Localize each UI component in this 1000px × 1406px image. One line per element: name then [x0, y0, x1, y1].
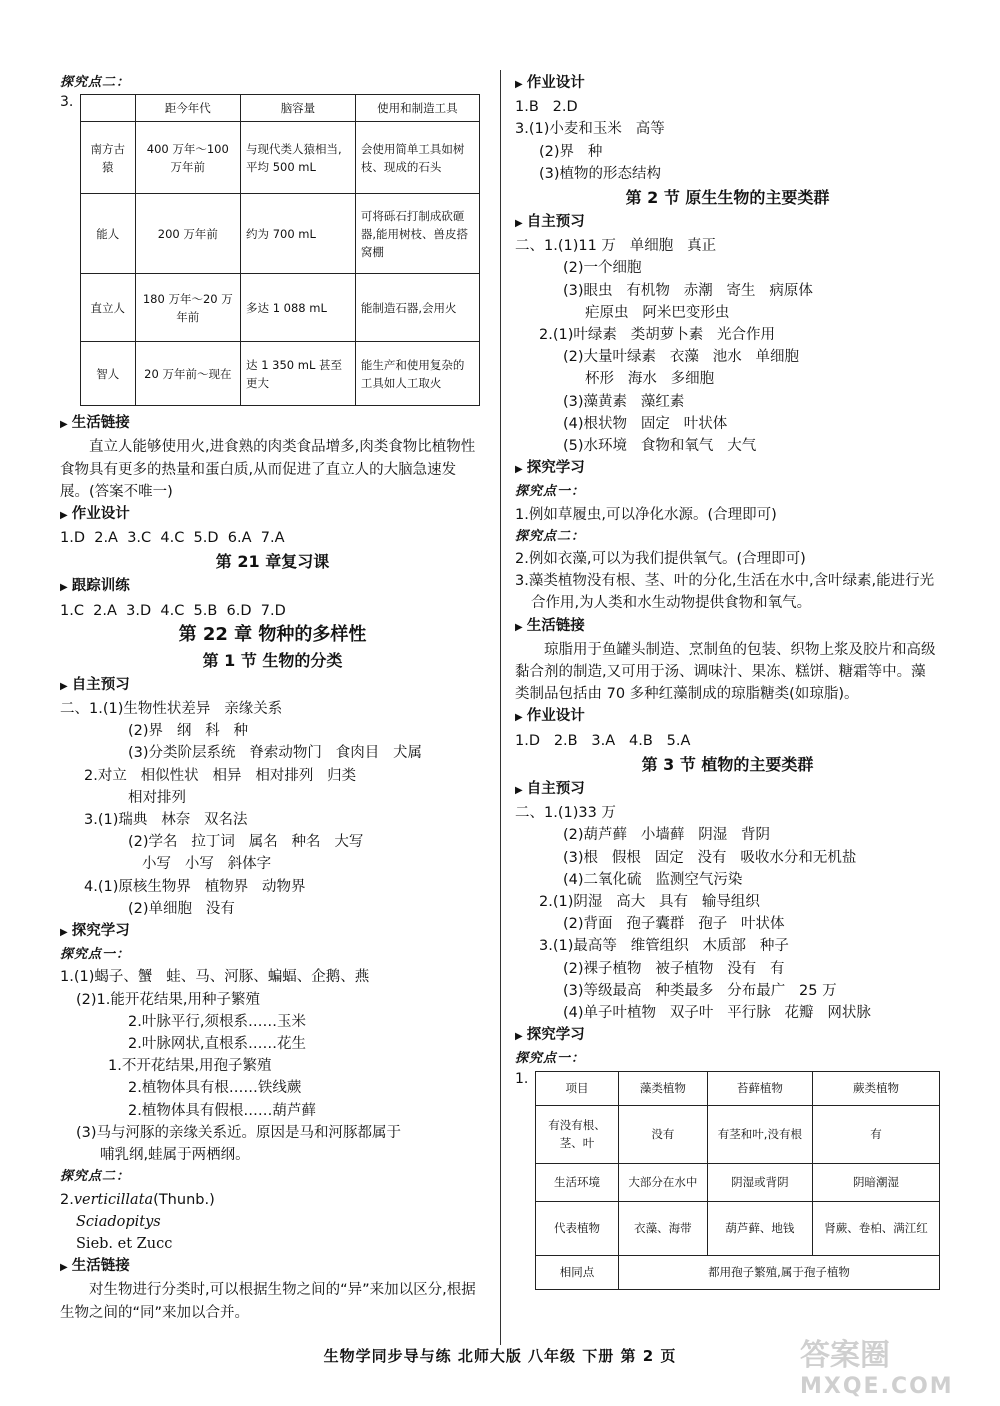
table-row	[81, 122, 480, 194]
table-cell: 肾蕨、卷柏、满江红	[813, 1201, 940, 1255]
life-link-heading-2: ▶ 生活链接	[60, 1255, 485, 1279]
watermark-title: 答案圈	[800, 1338, 890, 1373]
answer-line: 1.(1)蝎子、蟹 蛙、马、河豚、蝙蝠、企鹅、燕	[60, 969, 370, 986]
homework-heading: ▶ 作业设计	[515, 72, 940, 96]
answer-line: 二、1.(1)11 万 单细胞 真正	[515, 238, 717, 255]
left-column	[60, 72, 485, 1324]
table-row	[81, 194, 480, 274]
table-row	[81, 274, 480, 342]
table-cell: 智人	[81, 342, 136, 406]
section-1-title: 第 1 节 生物的分类	[202, 650, 343, 670]
answer-line: 二、1.(1)33 万	[515, 805, 616, 822]
table-cell: 脑容量	[241, 95, 356, 122]
section-3-title: 第 3 节 植物的主要类群	[641, 754, 814, 774]
table-row	[536, 1201, 940, 1255]
page-footer: 生物学同步导与练 北师大版 八年级 下册 第 2 页	[323, 1347, 677, 1365]
table-cell: 距今年代	[135, 95, 240, 122]
table2-wrap	[515, 1071, 940, 1290]
tracking-heading: ▶ 跟踪训练	[60, 575, 485, 599]
table-cell: 20 万年前～现在	[135, 342, 240, 406]
table-cell: 相同点	[536, 1255, 619, 1289]
homework-heading: ▶ 作业设计	[515, 705, 940, 729]
answer-line: (3)眼虫 有机物 赤潮 寄生 病原体	[563, 282, 813, 299]
chapter-22-title: 第 22 章 物种的多样性	[178, 623, 367, 645]
answer-line: 2.植物体具有根……铁线蕨	[128, 1080, 302, 1097]
answer-line: (3)根 假根 固定 没有 吸收水分和无机盐	[563, 849, 857, 866]
table-row	[536, 1163, 940, 1201]
table-cell: 能制造石器,会用火	[355, 274, 479, 342]
answer-line: (3)藻黄素 藻红素	[563, 393, 685, 410]
answer-line: (3)分类阶层系统 脊索动物门 食肉目 犬属	[128, 745, 423, 762]
answer-line: 2.例如衣藻,可以为我们提供氧气。(合理即可)	[515, 551, 806, 568]
answer-line: (2)1.能开花结果,用种子繁殖	[76, 991, 260, 1008]
table-cell: 苔藓植物	[707, 1071, 812, 1105]
section-2-title: 第 2 节 原生生物的主要类群	[625, 188, 830, 208]
answer-line: 杯形 海水 多细胞	[585, 371, 715, 388]
answer-line: (3)等级最高 种类最多 分布最广 25 万	[563, 982, 837, 999]
answer-line: 2.(1)叶绿素 类胡萝卜素 光合作用	[539, 327, 776, 344]
table-cell	[81, 95, 136, 122]
explore-point-1-label: 探究点一：	[60, 947, 131, 963]
homework-heading: ▶ 作业设计	[60, 503, 485, 527]
answer-line: (4)根状物 固定 叶状体	[563, 415, 728, 432]
table-cell: 南方古猿	[81, 122, 136, 194]
answer-line: 2.叶脉网状,直根系……花生	[128, 1036, 306, 1053]
explore-point-2-label: 探究点二：	[515, 528, 586, 544]
table-cell: 有没有根、茎、叶	[536, 1105, 619, 1163]
answer-line: (2)单细胞 没有	[128, 900, 235, 917]
column-divider	[500, 70, 501, 1345]
table-header-row	[81, 95, 480, 122]
explore-point-1-label: 探究点一：	[515, 1051, 586, 1067]
author-citation: (Thunb.)	[153, 1191, 215, 1208]
right-column	[515, 72, 940, 1290]
table-cell: 阴暗潮湿	[813, 1163, 940, 1201]
table-cell: 多达 1 088 mL	[241, 274, 356, 342]
answer-line: 二、1.(1)生物性状差异 亲缘关系	[60, 701, 283, 718]
answer-line: 2.植物体具有假根……葫芦藓	[128, 1102, 316, 1119]
answer-line: (2)裸子植物 被子植物 没有 有	[563, 960, 785, 977]
answer-line: (2)界 种	[539, 143, 603, 160]
table-row	[81, 342, 480, 406]
answer-number: 2.	[60, 1191, 74, 1208]
answer-line: 4.(1)原核生物界 植物界 动物界	[84, 878, 306, 895]
table-cell: 衣藻、海带	[619, 1201, 708, 1255]
life-link-text: 琼脂用于鱼罐头制造、烹制鱼的包装、织物上浆及胶片和高级黏合剂的制造,又可用于汤、调味汁、果冻、糕饼、糖霜等中。藻类制品包括由 70 多种红藻制成的琼脂糖类(如琼脂)。	[515, 641, 936, 703]
table-cell: 与现代类人猿相当,平均 500 mL	[241, 122, 356, 194]
author-citation-2: Sieb. et Zucc	[76, 1235, 173, 1252]
explore-study-heading: ▶ 探究学习	[60, 920, 485, 944]
table-cell: 约为 700 mL	[241, 194, 356, 274]
answer-line: 3.(1)瑞典 林奈 双名法	[84, 812, 248, 829]
table-cell: 都用孢子繁殖,属于孢子植物	[619, 1255, 940, 1289]
answer-line: (2)大量叶绿素 衣藻 池水 单细胞	[563, 349, 800, 366]
table1-wrap	[60, 94, 485, 406]
answer-line: 3.(1)小麦和玉米 高等	[515, 121, 665, 138]
table-cell: 使用和制造工具	[355, 95, 479, 122]
genus-name: Sciadopitys	[76, 1213, 161, 1230]
table-header-row	[536, 1071, 940, 1105]
answer-line: 1.例如草履虫,可以净化水源。(合理即可)	[515, 506, 777, 523]
answer-line: 相对排列	[128, 789, 186, 806]
explore-point-1-label: 探究点一：	[515, 484, 586, 500]
answer-line: 2.叶脉平行,须根系……玉米	[128, 1013, 306, 1030]
self-study-heading: ▶ 自主预习	[60, 674, 485, 698]
answer-line: 小写 小写 斜体字	[142, 856, 272, 873]
table-cell: 蕨类植物	[813, 1071, 940, 1105]
answer-line: 2.(1)阴湿 高大 具有 输导组织	[539, 893, 760, 910]
life-link-text-2: 对生物进行分类时,可以根据生物之间的“异”来加以区分,根据生物之间的“同”来加以合并。	[60, 1282, 476, 1321]
explore-point-2-label: 探究点二：	[60, 75, 131, 90]
answer-line: 1.不开花结果,用孢子繁殖	[108, 1058, 272, 1075]
answer-line: (2)葫芦藓 小墙藓 阴湿 背阴	[563, 827, 771, 844]
answer-line: 哺乳纲,蛙属于两栖纲。	[100, 1147, 250, 1164]
watermark-url: MXQE.COM	[800, 1374, 954, 1399]
table-cell: 180 万年～20 万年前	[135, 274, 240, 342]
answer-line: (3)植物的形态结构	[539, 165, 662, 182]
table-cell: 有	[813, 1105, 940, 1163]
answer-line: (5)水环境 食物和氧气 大气	[563, 438, 757, 455]
table-cell: 200 万年前	[135, 194, 240, 274]
answer-line: 2.对立 相似性状 相异 相对排列 归类	[84, 767, 357, 784]
chapter-21-review-title: 第 21 章复习课	[215, 552, 330, 572]
table-cell: 生活环境	[536, 1163, 619, 1201]
table-row	[536, 1105, 940, 1163]
answer-line: (2)一个细胞	[563, 260, 642, 277]
homework-answers: 1.D 2.B 3.A 4.B 5.A	[515, 732, 691, 749]
question-number: 3.	[60, 94, 74, 111]
answer-line: 疟原虫 阿米巴变形虫	[585, 304, 730, 321]
table-cell: 阴湿或背阴	[707, 1163, 812, 1201]
explore-study-heading: ▶ 探究学习	[515, 1024, 940, 1048]
table-cell: 达 1 350 mL 甚至更大	[241, 342, 356, 406]
explore-study-heading: ▶ 探究学习	[515, 457, 940, 481]
self-study-heading: ▶ 自主预习	[515, 778, 940, 802]
table-cell: 可将砾石打制成砍砸器,能用树枝、兽皮搭窝棚	[355, 194, 479, 274]
answer-line: 1.B 2.D	[515, 99, 578, 116]
answer-line: (4)单子叶植物 双子叶 平行脉 花瓣 网状脉	[563, 1004, 871, 1021]
table-cell: 直立人	[81, 274, 136, 342]
table-cell: 大部分在水中	[619, 1163, 708, 1201]
table-cell: 没有	[619, 1105, 708, 1163]
explore-point-2-label: 探究点二：	[60, 1169, 131, 1185]
answer-line: (4)二氧化硫 监测空气污染	[563, 871, 743, 888]
life-link-heading: ▶ 生活链接	[60, 412, 485, 436]
species-epithet: verticillata	[73, 1191, 154, 1208]
life-link-heading: ▶ 生活链接	[515, 615, 940, 639]
table-cell: 会使用简单工具如树枝、现成的石头	[355, 122, 479, 194]
homework-answers: 1.D 2.A 3.C 4.C 5.D 6.A 7.A	[60, 530, 285, 547]
answer-paragraph: 3.藻类植物没有根、茎、叶的分化,生活在水中,含叶绿素,能进行光合作用,为人类和水生动物提供食物和氧气。	[515, 573, 935, 612]
plant-groups-table	[535, 1071, 940, 1290]
table-cell: 项目	[536, 1071, 619, 1105]
table-cell: 藻类植物	[619, 1071, 708, 1105]
answer-line: (2)界 纲 科 种	[128, 723, 249, 740]
table-cell: 能人	[81, 194, 136, 274]
species-name-line	[60, 1189, 485, 1211]
answer-line: (3)马与河豚的亲缘关系近。原因是马和河豚都属于	[76, 1124, 402, 1141]
tracking-answers: 1.C 2.A 3.D 4.C 5.B 6.D 7.D	[60, 602, 286, 619]
table-cell: 400 万年～100 万年前	[135, 122, 240, 194]
answer-line: (2)学名 拉丁词 属名 种名 大写	[128, 834, 364, 851]
hominid-table	[80, 94, 480, 406]
self-study-heading: ▶ 自主预习	[515, 211, 940, 235]
answer-line: 3.(1)最高等 维管组织 木质部 种子	[539, 938, 789, 955]
watermark-logo	[800, 1330, 970, 1400]
table-cell: 代表植物	[536, 1201, 619, 1255]
question-number: 1.	[515, 1070, 529, 1087]
table-cell: 能生产和使用复杂的工具如人工取火	[355, 342, 479, 406]
table-cell: 葫芦藓、地钱	[707, 1201, 812, 1255]
table-row	[536, 1255, 940, 1289]
life-link-text: 直立人能够使用火,进食熟的肉类食品增多,肉类食物比植物性食物具有更多的热量和蛋白质,从而促进了直立人的大脑急速发展。(答案不唯一)	[60, 439, 476, 500]
table-cell: 有茎和叶,没有根	[707, 1105, 812, 1163]
answer-line: (2)背面 孢子囊群 孢子 叶状体	[563, 916, 785, 933]
